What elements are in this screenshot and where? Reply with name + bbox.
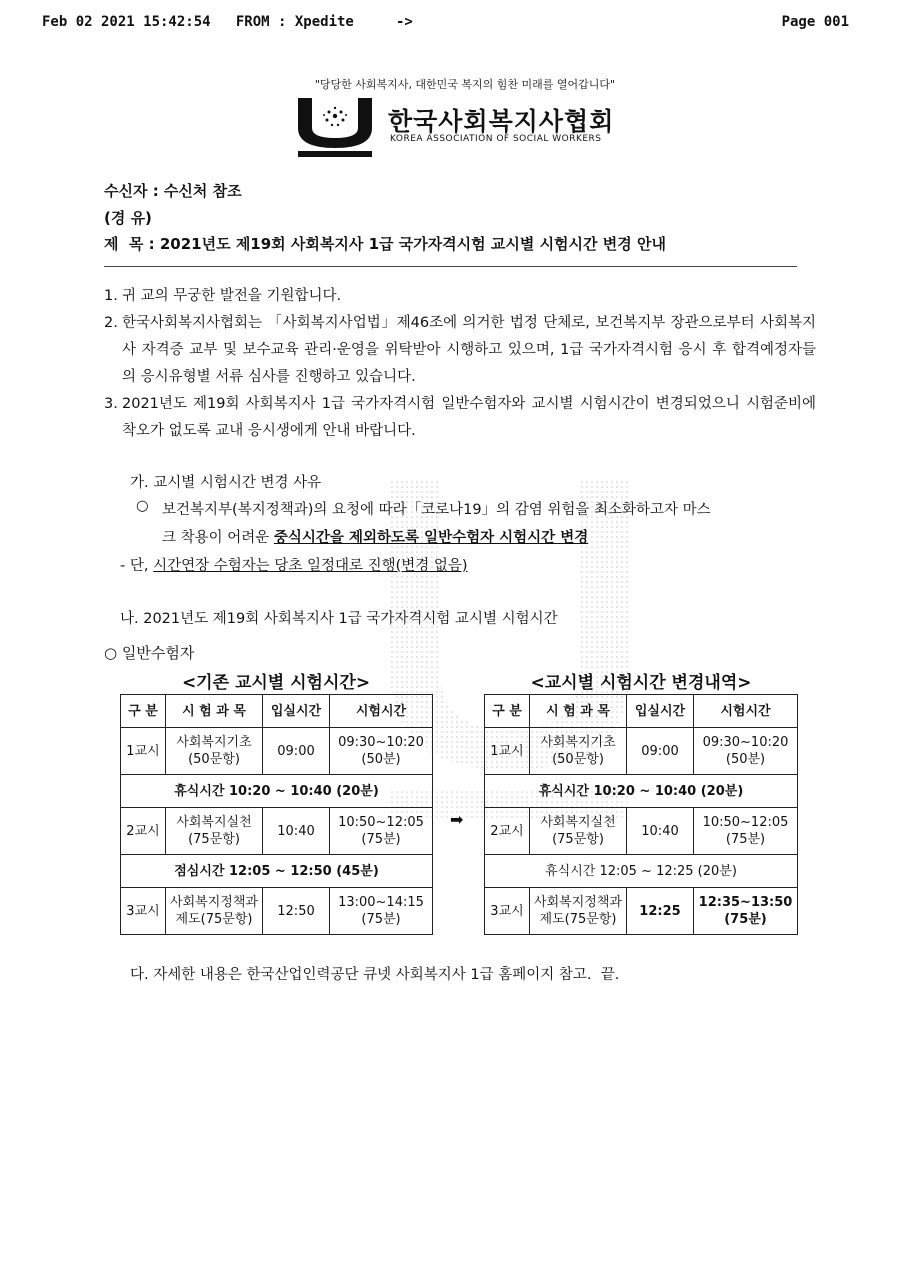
group-label: ○ 일반수험자 bbox=[104, 644, 195, 662]
exam-time-cell bbox=[694, 728, 798, 775]
fax-header-left: Feb 02 2021 15:42:54 FROM : Xpedite -> bbox=[42, 14, 413, 30]
period-cell: 2교시 bbox=[485, 808, 530, 855]
header-cell: 시험시간 bbox=[330, 695, 433, 728]
table-after bbox=[484, 694, 798, 935]
fax-header bbox=[0, 14, 915, 34]
table-row bbox=[485, 808, 798, 855]
subject-name: 사회복지기초 bbox=[540, 735, 616, 750]
exam-time: 13:00~14:15 bbox=[338, 895, 424, 910]
letterhead bbox=[290, 76, 640, 160]
paragraph-text: 귀 교의 무궁한 발전을 기원합니다. bbox=[122, 288, 342, 304]
association-logo-icon bbox=[292, 98, 378, 158]
question-count: 제도(75문항) bbox=[175, 912, 253, 927]
subject-cell bbox=[530, 888, 627, 935]
exam-duration: (75분) bbox=[724, 912, 767, 927]
subject-cell bbox=[530, 808, 627, 855]
note-line bbox=[120, 554, 468, 575]
exam-time: 12:35~13:50 bbox=[698, 895, 793, 910]
note-underlined: 시간연장 수험자는 당초 일정대로 진행(변경 없음) bbox=[153, 558, 468, 574]
exam-time-cell bbox=[330, 728, 433, 775]
period-cell: 3교시 bbox=[485, 888, 530, 935]
divider bbox=[104, 266, 797, 267]
paragraph-number: 1. bbox=[104, 288, 118, 304]
entry-time-cell: 12:50 bbox=[263, 888, 330, 935]
header-cell: 구 분 bbox=[121, 695, 166, 728]
question-count: (50문항) bbox=[552, 752, 604, 767]
break-row bbox=[121, 775, 433, 808]
exam-time-cell bbox=[330, 888, 433, 935]
entry-time-cell: 10:40 bbox=[263, 808, 330, 855]
subject-cell bbox=[530, 728, 627, 775]
exam-time: 09:30~10:20 bbox=[338, 735, 424, 750]
section-ga-title: 가. 교시별 시험시간 변경 사유 bbox=[130, 475, 322, 491]
exam-time-cell bbox=[330, 808, 433, 855]
table-row bbox=[121, 728, 433, 775]
exam-duration: (75분) bbox=[361, 912, 401, 927]
subject-name: 사회복지실천 bbox=[176, 815, 252, 830]
table-after-title: <교시별 시험시간 변경내역> bbox=[530, 673, 752, 693]
question-count: (75문항) bbox=[188, 832, 240, 847]
period-cell: 1교시 bbox=[485, 728, 530, 775]
header-cell: 입실시간 bbox=[627, 695, 694, 728]
arrow-right-icon: ➡ bbox=[450, 810, 464, 829]
subject-cell bbox=[166, 888, 263, 935]
subject-cell bbox=[166, 808, 263, 855]
entry-time-cell: 12:25 bbox=[627, 888, 694, 935]
reason-plain-text: 크 착용이 어려운 bbox=[162, 530, 274, 546]
exam-time: 09:30~10:20 bbox=[702, 735, 789, 750]
fax-page-number: Page 001 bbox=[781, 14, 849, 30]
subject-name: 사회복지정책과 bbox=[534, 895, 622, 910]
paragraph-1 bbox=[104, 283, 816, 310]
header-cell: 구 분 bbox=[485, 695, 530, 728]
paragraph-2 bbox=[104, 310, 816, 391]
header-cell: 입실시간 bbox=[263, 695, 330, 728]
paragraph-3 bbox=[104, 391, 816, 445]
reason-line-1: 보건복지부(복지정책과)의 요청에 따라「코로나19」의 감염 위험을 최소화하고자 마스 bbox=[162, 502, 711, 518]
entry-time-cell: 10:40 bbox=[627, 808, 694, 855]
period-cell: 3교시 bbox=[121, 888, 166, 935]
slogan: "당당한 사회복지사, 대한민국 복지의 힘찬 미래를 열어갑니다" bbox=[314, 78, 616, 91]
table-header-row bbox=[485, 695, 798, 728]
header-cell: 시 험 과 목 bbox=[530, 695, 627, 728]
period-cell: 1교시 bbox=[121, 728, 166, 775]
subject-name: 사회복지정책과 bbox=[170, 895, 258, 910]
entry-time-cell: 09:00 bbox=[263, 728, 330, 775]
table-row bbox=[121, 888, 433, 935]
table-before-title: <기존 교시별 시험시간> bbox=[181, 673, 371, 693]
break-cell: 휴식시간 10:20 ~ 10:40 (20분) bbox=[485, 775, 798, 808]
exam-time-cell bbox=[694, 888, 798, 935]
exam-duration: (50분) bbox=[361, 752, 401, 767]
subject-line: 제 목 : 2021년도 제19회 사회복지사 1급 국가자격시험 교시별 시험시간 변경 안내 bbox=[104, 235, 666, 253]
paragraph-number: 2. bbox=[104, 315, 118, 331]
section-na-title: 나. 2021년도 제19회 사회복지사 1급 국가자격시험 교시별 시험시간 bbox=[120, 611, 558, 627]
table-row bbox=[485, 888, 798, 935]
header-cell: 시 험 과 목 bbox=[166, 695, 263, 728]
table-row bbox=[485, 728, 798, 775]
recipient-line: 수신자 : 수신처 참조 bbox=[104, 182, 242, 200]
section-da: 다. 자세한 내용은 한국산업인력공단 큐넷 사회복지사 1급 홈페이지 참고. 끝. bbox=[130, 967, 620, 983]
exam-time: 10:50~12:05 bbox=[702, 815, 789, 830]
table-before bbox=[120, 694, 433, 935]
entry-time-cell: 09:00 bbox=[627, 728, 694, 775]
reason-emphasis: 중식시간을 제외하도록 일반수험자 시험시간 변경 bbox=[273, 530, 589, 546]
question-count: 제도(75문항) bbox=[539, 912, 617, 927]
note-prefix: - 단, bbox=[120, 558, 154, 574]
exam-duration: (75분) bbox=[361, 832, 401, 847]
paragraph-number: 3. bbox=[104, 396, 118, 412]
table-row bbox=[121, 808, 433, 855]
break-cell: 휴식시간 12:05 ~ 12:25 (20분) bbox=[485, 855, 798, 888]
via-line: (경 유) bbox=[104, 209, 152, 227]
header-cell: 시험시간 bbox=[694, 695, 798, 728]
bullet-icon: ○ bbox=[136, 498, 149, 514]
organization-name: 한국사회복지사협회 bbox=[388, 107, 615, 136]
question-count: (50문항) bbox=[188, 752, 240, 767]
exam-duration: (50분) bbox=[725, 752, 766, 767]
table-header-row bbox=[121, 695, 433, 728]
paragraph-text: 2021년도 제19회 사회복지사 1급 국가자격시험 일반수험자와 교시별 시험시간이 변경되었으니 시험준비에 착오가 없도록 교내 응시생에게 안내 바랍니다. bbox=[122, 396, 816, 439]
subject-name: 사회복지기초 bbox=[176, 735, 252, 750]
break-row bbox=[485, 775, 798, 808]
subject-cell bbox=[166, 728, 263, 775]
break-cell: 휴식시간 10:20 ~ 10:40 (20분) bbox=[121, 775, 433, 808]
exam-duration: (75분) bbox=[725, 832, 766, 847]
exam-time-cell bbox=[694, 808, 798, 855]
break-row bbox=[121, 855, 433, 888]
organization-english-name: KOREA ASSOCIATION OF SOCIAL WORKERS bbox=[390, 134, 602, 144]
paragraph-text: 한국사회복지사협회는 「사회복지사업법」제46조에 의거한 법정 단체로, 보건복지부 장관으로부터 사회복지사 자격증 교부 및 보수교육 관리·운영을 위탁받아 시행하고 있으며, 1급 국가자격시험 응시 후 합격예정자들의 응시유형별 서류 심사를 진행하고 있습니다. bbox=[122, 315, 816, 385]
subject-name: 사회복지실천 bbox=[540, 815, 616, 830]
exam-time: 10:50~12:05 bbox=[338, 815, 424, 830]
break-row bbox=[485, 855, 798, 888]
period-cell: 2교시 bbox=[121, 808, 166, 855]
reason-line-2 bbox=[162, 526, 588, 547]
question-count: (75문항) bbox=[552, 832, 604, 847]
break-cell: 점심시간 12:05 ~ 12:50 (45분) bbox=[121, 855, 433, 888]
